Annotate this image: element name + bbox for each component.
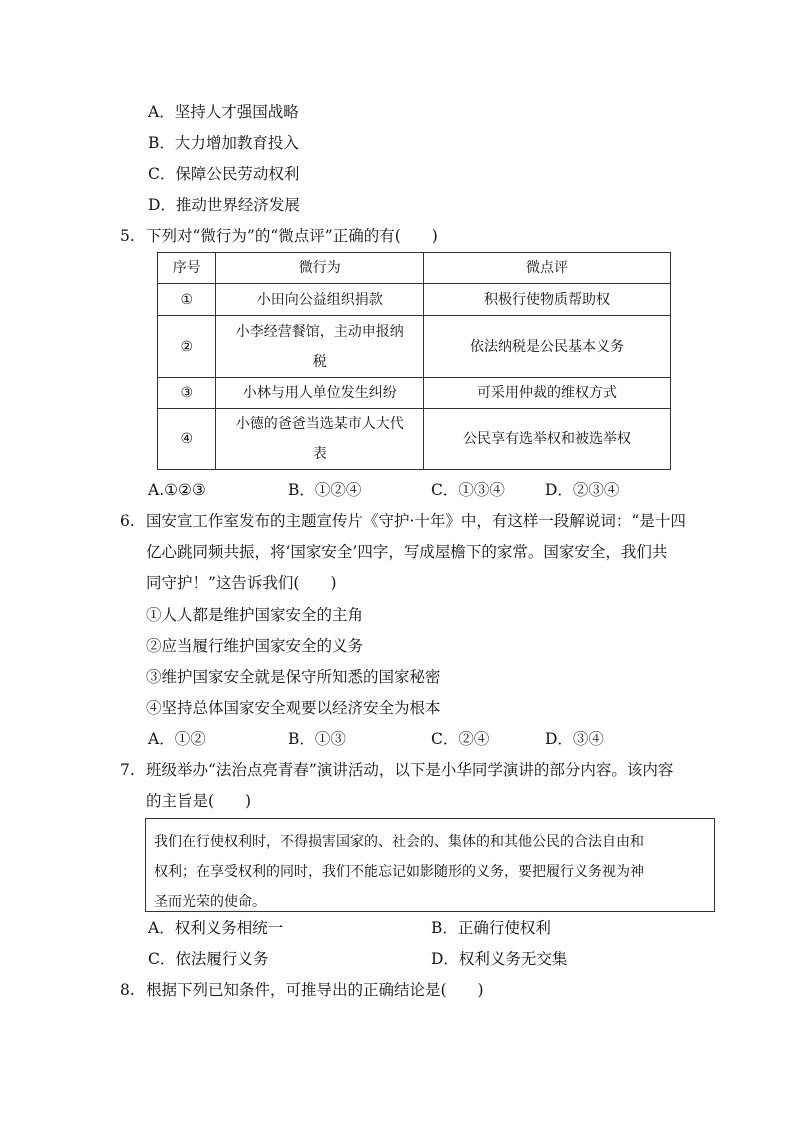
q7-choice-a: A．权利义务相统一 — [148, 919, 284, 937]
q6-choice-a: A．①② — [148, 730, 206, 748]
row-no: ④ — [158, 409, 216, 470]
row-comment: 公民享有选举权和被选举权 — [424, 409, 671, 470]
q5-number: 5. — [120, 227, 135, 245]
q6-statement-3: ③维护国家安全就是保守所知悉的国家秘密 — [146, 668, 441, 686]
row-no: ① — [158, 284, 216, 316]
q6-stem-line: 同守护！”这告诉我们( ) — [146, 574, 337, 592]
q6-statement-2: ②应当履行维护国家安全的义务 — [146, 637, 364, 655]
table-row — [158, 378, 671, 409]
row-behavior: 小田向公益组织捐款 — [216, 284, 424, 316]
q8-stem: 根据下列已知条件，可推导出的正确结论是( ) — [146, 981, 484, 999]
row-behavior-line: 税 — [312, 353, 327, 370]
q6-choice-c: C．②④ — [431, 730, 490, 748]
q5-choice-d: D．②③④ — [545, 481, 620, 499]
q4-option-b: B．大力增加教育投入 — [148, 134, 299, 152]
row-behavior-line: 小李经营餐馆，主动申报纳 — [235, 323, 404, 340]
q7-number: 7. — [120, 761, 135, 779]
row-behavior — [216, 409, 424, 470]
q8-number: 8. — [120, 981, 135, 999]
q5-choice-b: B．①②④ — [288, 481, 362, 499]
table-header-row — [158, 253, 671, 284]
q5-stem: 下列对“微行为”的“微点评”正确的有( ) — [146, 227, 438, 245]
q5-table — [157, 252, 671, 470]
q7-choice-b: B．正确行使权利 — [431, 919, 551, 937]
row-no: ③ — [158, 378, 216, 409]
q7-choice-d: D．权利义务无交集 — [431, 950, 568, 968]
table-row — [158, 409, 671, 470]
q7-quote-box — [145, 818, 715, 912]
q7-quote-line: 圣而光荣的使命。 — [154, 894, 266, 910]
row-no: ② — [158, 316, 216, 378]
q4-option-a: A．坚持人才强国战略 — [148, 103, 299, 121]
q4-option-c: C．保障公民劳动权利 — [148, 165, 300, 183]
table-row — [158, 284, 671, 316]
table-row — [158, 316, 671, 378]
q5-choice-c: C．①③④ — [431, 481, 505, 499]
q7-choice-c: C．依法履行义务 — [148, 950, 269, 968]
row-comment: 可采用仲裁的维权方式 — [424, 378, 671, 409]
q5-choice-a: A.①②③ — [148, 481, 206, 499]
q7-stem-line: 班级举办“法治点亮青春”演讲活动，以下是小华同学演讲的部分内容。该内容 — [146, 761, 674, 779]
header-no: 序号 — [158, 253, 216, 284]
q6-statement-4: ④坚持总体国家安全观要以经济安全为根本 — [146, 699, 441, 717]
q6-number: 6. — [120, 512, 135, 530]
header-behavior: 微行为 — [216, 253, 424, 284]
row-comment: 积极行使物质帮助权 — [424, 284, 671, 316]
q6-choice-b: B．①③ — [288, 730, 346, 748]
row-comment: 依法纳税是公民基本义务 — [424, 316, 671, 378]
header-comment: 微点评 — [424, 253, 671, 284]
q4-option-d: D．推动世界经济发展 — [148, 196, 300, 214]
q7-stem-line: 的主旨是( ) — [146, 792, 252, 810]
q6-statement-1: ①人人都是维护国家安全的主角 — [146, 606, 364, 624]
q6-stem-line: 国安宣工作室发布的主题宣传片《守护·十年》中，有这样一段解说词：“是十四 — [146, 512, 686, 530]
q6-choice-d: D．③④ — [545, 730, 604, 748]
row-behavior — [216, 316, 424, 378]
q7-quote-line: 权利；在享受权利的同时，我们不能忘记如影随形的义务，要把履行义务视为神 — [154, 864, 644, 880]
row-behavior-line: 小德的爸爸当选某市人大代 — [235, 416, 404, 432]
row-behavior-line: 表 — [312, 446, 327, 462]
q7-quote-line: 我们在行使权利时，不得损害国家的、社会的、集体的和其他公民的合法自由和 — [154, 834, 644, 850]
q6-stem-line: 亿心跳同频共振，将‘国家安全’四字，写成屋檐下的家常。国家安全，我们共 — [146, 543, 668, 561]
row-behavior: 小林与用人单位发生纠纷 — [216, 378, 424, 409]
